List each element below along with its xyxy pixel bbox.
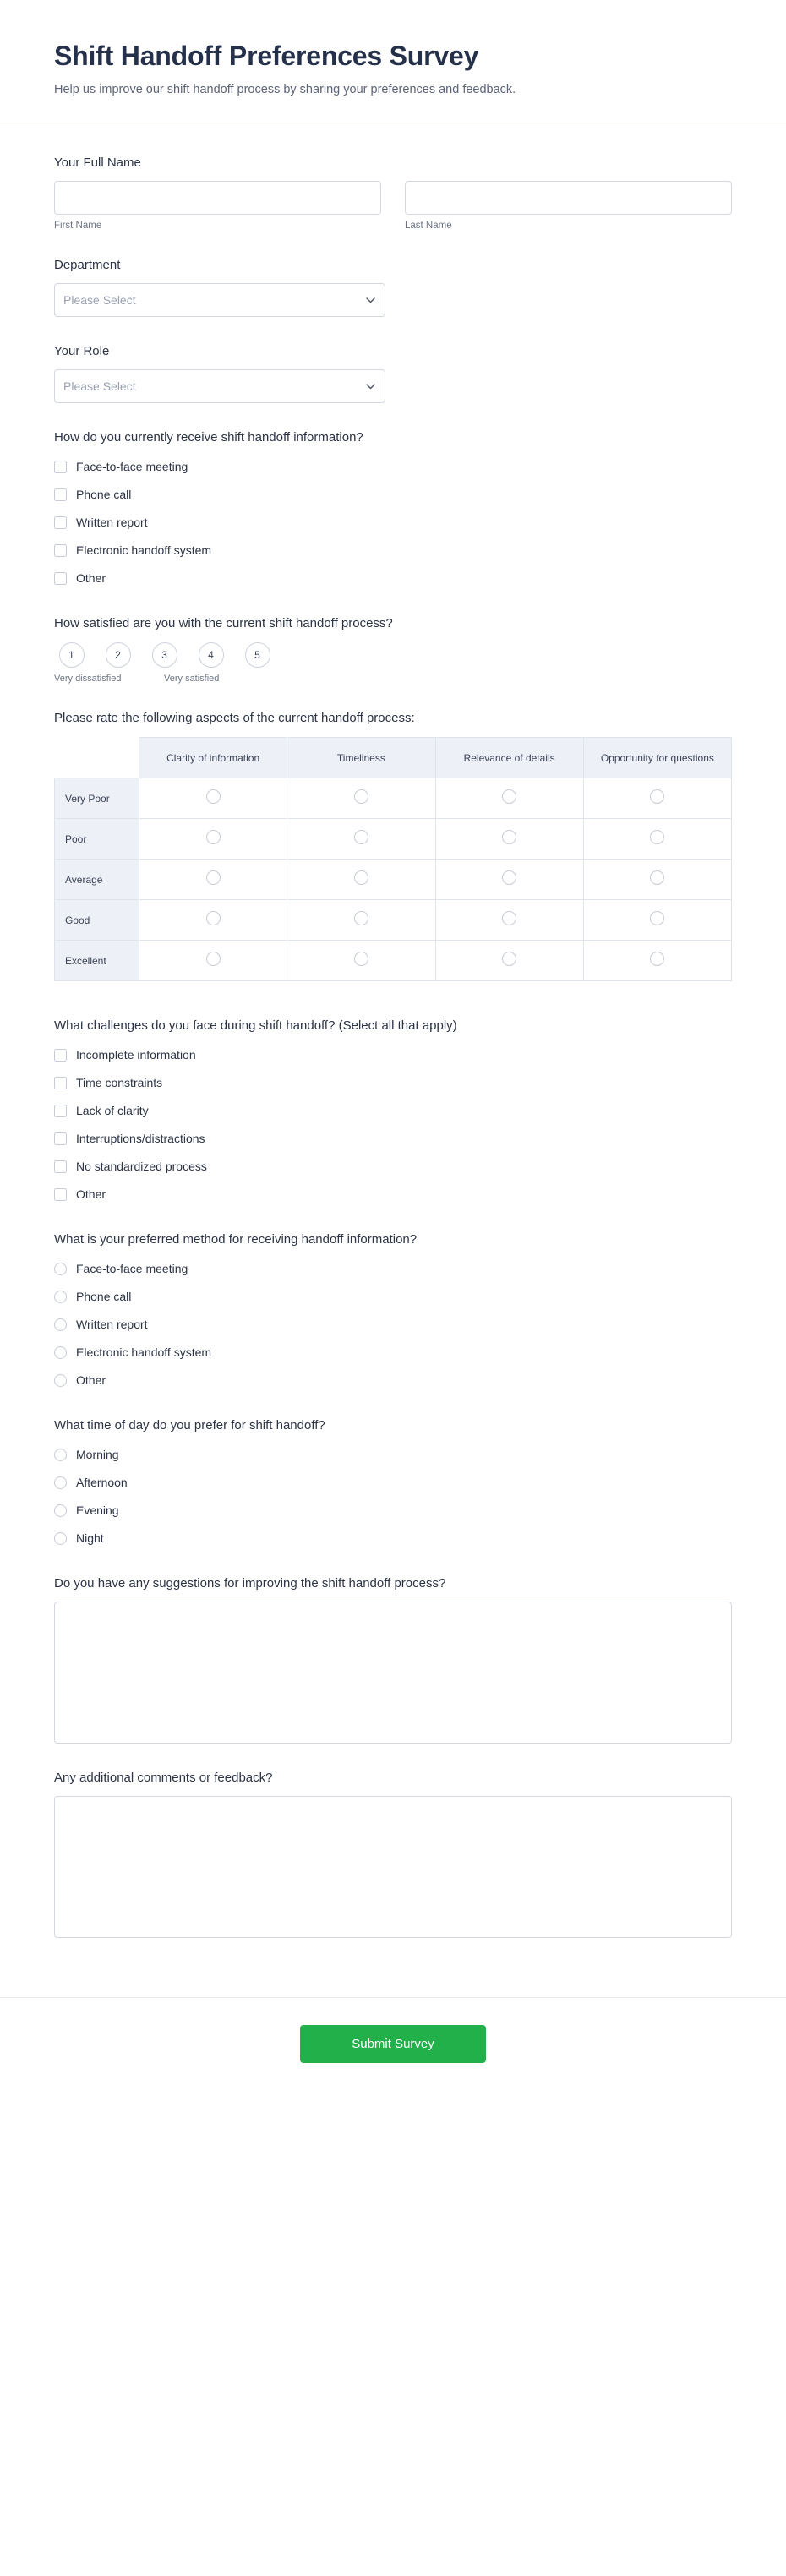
radio-icon[interactable] xyxy=(502,952,516,966)
matrix-cell[interactable] xyxy=(583,819,731,860)
field-department xyxy=(54,256,732,317)
radio-row[interactable] xyxy=(54,1285,732,1307)
scale-value[interactable]: 5 xyxy=(245,642,270,668)
matrix-cell[interactable] xyxy=(435,819,583,860)
checkbox-label: Interruptions/distractions xyxy=(76,1132,205,1146)
checkbox-row[interactable] xyxy=(54,1155,732,1177)
checkbox-label: No standardized process xyxy=(76,1160,207,1174)
radio-icon[interactable] xyxy=(650,830,664,844)
radio-icon[interactable] xyxy=(54,1318,67,1331)
checkbox-icon[interactable] xyxy=(54,1132,67,1145)
radio-label: Night xyxy=(76,1531,104,1546)
matrix-cell[interactable] xyxy=(583,941,731,981)
matrix-cell[interactable] xyxy=(435,860,583,900)
field-matrix-rating xyxy=(54,709,732,981)
current-receive-options xyxy=(54,456,732,589)
checkbox-row[interactable] xyxy=(54,1072,732,1094)
survey-footer xyxy=(0,1997,786,2097)
satisfaction-scale xyxy=(54,642,732,684)
matrix-label: Please rate the following aspects of the current handoff process: xyxy=(54,711,415,726)
radio-icon[interactable] xyxy=(206,911,221,925)
additional-comments-label: Any additional comments or feedback? xyxy=(54,1771,273,1786)
scale-item[interactable] xyxy=(194,642,228,668)
radio-icon[interactable] xyxy=(54,1346,67,1359)
suggestions-label: Do you have any suggestions for improving the shift handoff process? xyxy=(54,1576,446,1591)
matrix-cell[interactable] xyxy=(435,900,583,941)
radio-icon[interactable] xyxy=(354,952,368,966)
matrix-head xyxy=(55,738,732,778)
matrix-cell[interactable] xyxy=(139,778,287,819)
full-name-label: Your Full Name xyxy=(54,156,141,171)
checkbox-row[interactable] xyxy=(54,511,732,533)
first-name-col xyxy=(54,181,381,231)
page-subtitle: Help us improve our shift handoff process by sharing your preferences and feedback. xyxy=(54,83,516,96)
matrix-table xyxy=(54,737,732,981)
field-satisfaction xyxy=(54,614,732,684)
radio-icon[interactable] xyxy=(502,911,516,925)
checkbox-icon[interactable] xyxy=(54,572,67,585)
survey-header xyxy=(0,0,786,128)
matrix-body xyxy=(55,778,732,981)
scale-legend xyxy=(54,674,732,684)
radio-icon[interactable] xyxy=(502,830,516,844)
field-additional-comments xyxy=(54,1769,732,1938)
checkbox-label: Incomplete information xyxy=(76,1048,196,1062)
matrix-header-row xyxy=(55,738,732,778)
radio-label: Written report xyxy=(76,1318,148,1332)
checkbox-icon[interactable] xyxy=(54,516,67,529)
matrix-cell[interactable] xyxy=(287,778,435,819)
radio-icon[interactable] xyxy=(650,789,664,804)
checkbox-label: Electronic handoff system xyxy=(76,543,212,558)
page-title: Shift Handoff Preferences Survey xyxy=(54,41,479,71)
checkbox-label: Face-to-face meeting xyxy=(76,460,188,474)
radio-icon[interactable] xyxy=(54,1476,67,1489)
additional-comments-textarea[interactable] xyxy=(54,1796,732,1938)
radio-row[interactable] xyxy=(54,1313,732,1335)
matrix-row-header: Poor xyxy=(55,819,139,860)
matrix-cell[interactable] xyxy=(139,900,287,941)
checkbox-icon[interactable] xyxy=(54,488,67,501)
radio-label: Afternoon xyxy=(76,1476,128,1490)
checkbox-icon[interactable] xyxy=(54,1188,67,1201)
field-preferred-method xyxy=(54,1231,732,1391)
radio-row[interactable] xyxy=(54,1471,732,1493)
scale-value[interactable]: 1 xyxy=(59,642,85,668)
scale-item[interactable] xyxy=(240,642,275,668)
field-challenges xyxy=(54,1017,732,1205)
matrix-cell[interactable] xyxy=(139,941,287,981)
radio-row[interactable] xyxy=(54,1258,732,1280)
matrix-row-header: Very Poor xyxy=(55,778,139,819)
checkbox-label: Other xyxy=(76,571,106,586)
role-select-wrap xyxy=(54,369,385,403)
radio-icon[interactable] xyxy=(502,789,516,804)
matrix-row-header: Average xyxy=(55,860,139,900)
radio-label: Morning xyxy=(76,1448,119,1462)
checkbox-icon[interactable] xyxy=(54,1105,67,1117)
matrix-cell[interactable] xyxy=(287,900,435,941)
checkbox-row[interactable] xyxy=(54,1127,732,1149)
scale-row xyxy=(54,642,732,668)
scale-value[interactable]: 3 xyxy=(152,642,177,668)
radio-row[interactable] xyxy=(54,1527,732,1549)
radio-icon[interactable] xyxy=(650,911,664,925)
role-select[interactable] xyxy=(54,369,385,403)
radio-icon[interactable] xyxy=(54,1291,67,1303)
radio-icon[interactable] xyxy=(354,830,368,844)
matrix-cell[interactable] xyxy=(287,860,435,900)
radio-row[interactable] xyxy=(54,1499,732,1521)
scale-low-label: Very dissatisfied xyxy=(54,674,122,685)
table-row xyxy=(55,941,732,981)
scale-high-label: Very satisfied xyxy=(164,674,220,685)
checkbox-row[interactable] xyxy=(54,539,732,561)
scale-value[interactable]: 2 xyxy=(106,642,131,668)
radio-label: Evening xyxy=(76,1504,119,1518)
table-row xyxy=(55,900,732,941)
preferred-method-label: What is your preferred method for receiving handoff information? xyxy=(54,1232,418,1247)
checkbox-row[interactable] xyxy=(54,483,732,505)
matrix-cell[interactable] xyxy=(139,860,287,900)
preferred-time-label: What time of day do you prefer for shift handoff? xyxy=(54,1418,325,1433)
matrix-cell[interactable] xyxy=(583,860,731,900)
suggestions-textarea[interactable] xyxy=(54,1602,732,1744)
checkbox-label: Lack of clarity xyxy=(76,1104,149,1118)
scale-value[interactable]: 4 xyxy=(199,642,224,668)
matrix-col-header: Opportunity for questions xyxy=(583,738,731,778)
checkbox-row[interactable] xyxy=(54,456,732,478)
checkbox-label: Time constraints xyxy=(76,1076,163,1090)
matrix-cell[interactable] xyxy=(435,941,583,981)
survey-body xyxy=(0,128,786,1997)
radio-icon[interactable] xyxy=(54,1374,67,1387)
matrix-cell[interactable] xyxy=(287,819,435,860)
field-full-name xyxy=(54,154,732,231)
radio-label: Phone call xyxy=(76,1290,132,1304)
radio-icon[interactable] xyxy=(206,870,221,885)
field-current-receive xyxy=(54,428,732,589)
radio-label: Face-to-face meeting xyxy=(76,1262,188,1276)
table-row xyxy=(55,860,732,900)
scale-item[interactable] xyxy=(101,642,135,668)
checkbox-icon[interactable] xyxy=(54,461,67,473)
checkbox-row[interactable] xyxy=(54,1183,732,1205)
radio-icon[interactable] xyxy=(206,789,221,804)
satisfaction-label: How satisfied are you with the current shift handoff process? xyxy=(54,616,393,631)
field-suggestions xyxy=(54,1575,732,1744)
checkbox-icon[interactable] xyxy=(54,1077,67,1089)
radio-icon[interactable] xyxy=(354,911,368,925)
last-name-input[interactable] xyxy=(405,181,732,215)
department-select[interactable] xyxy=(54,283,385,317)
role-label: Your Role xyxy=(54,344,110,359)
last-name-sublabel: Last Name xyxy=(405,221,452,232)
challenges-options xyxy=(54,1044,732,1205)
first-name-sublabel: First Name xyxy=(54,221,102,232)
radio-icon[interactable] xyxy=(54,1504,67,1517)
radio-icon[interactable] xyxy=(354,789,368,804)
radio-row[interactable] xyxy=(54,1444,732,1465)
radio-icon[interactable] xyxy=(206,952,221,966)
radio-label: Electronic handoff system xyxy=(76,1345,212,1360)
matrix-row-header: Good xyxy=(55,900,139,941)
matrix-cell[interactable] xyxy=(583,778,731,819)
challenges-label: What challenges do you face during shift handoff? (Select all that apply) xyxy=(54,1018,457,1034)
preferred-method-options xyxy=(54,1258,732,1391)
checkbox-icon[interactable] xyxy=(54,1160,67,1173)
matrix-cell[interactable] xyxy=(287,941,435,981)
full-name-row xyxy=(54,181,732,231)
matrix-col-header: Clarity of information xyxy=(139,738,287,778)
checkbox-icon[interactable] xyxy=(54,1049,67,1062)
matrix-cell[interactable] xyxy=(435,778,583,819)
radio-label: Other xyxy=(76,1373,106,1388)
last-name-col xyxy=(405,181,732,231)
radio-icon[interactable] xyxy=(502,870,516,885)
department-label: Department xyxy=(54,258,121,273)
table-row xyxy=(55,778,732,819)
preferred-time-options xyxy=(54,1444,732,1549)
matrix-corner xyxy=(55,738,139,778)
radio-icon[interactable] xyxy=(206,830,221,844)
radio-icon[interactable] xyxy=(650,952,664,966)
scale-item[interactable] xyxy=(54,642,89,668)
checkbox-label: Written report xyxy=(76,516,148,530)
checkbox-row[interactable] xyxy=(54,1100,732,1122)
matrix-col-header: Timeliness xyxy=(287,738,435,778)
field-role xyxy=(54,342,732,403)
first-name-input[interactable] xyxy=(54,181,381,215)
field-preferred-time xyxy=(54,1416,732,1549)
checkbox-row[interactable] xyxy=(54,1044,732,1066)
matrix-col-header: Relevance of details xyxy=(435,738,583,778)
matrix-cell[interactable] xyxy=(139,819,287,860)
radio-icon[interactable] xyxy=(54,1449,67,1461)
checkbox-label: Phone call xyxy=(76,488,132,502)
matrix-row-header: Excellent xyxy=(55,941,139,981)
radio-icon[interactable] xyxy=(354,870,368,885)
scale-item[interactable] xyxy=(147,642,182,668)
radio-icon[interactable] xyxy=(54,1263,67,1275)
radio-icon[interactable] xyxy=(650,870,664,885)
radio-row[interactable] xyxy=(54,1341,732,1363)
current-receive-label: How do you currently receive shift handoff information? xyxy=(54,430,363,445)
department-select-wrap xyxy=(54,283,385,317)
table-row xyxy=(55,819,732,860)
radio-icon[interactable] xyxy=(54,1532,67,1545)
submit-survey-button[interactable]: Submit Survey xyxy=(300,2025,486,2063)
matrix-cell[interactable] xyxy=(583,900,731,941)
radio-row[interactable] xyxy=(54,1369,732,1391)
checkbox-row[interactable] xyxy=(54,567,732,589)
checkbox-label: Other xyxy=(76,1187,106,1202)
checkbox-icon[interactable] xyxy=(54,544,67,557)
